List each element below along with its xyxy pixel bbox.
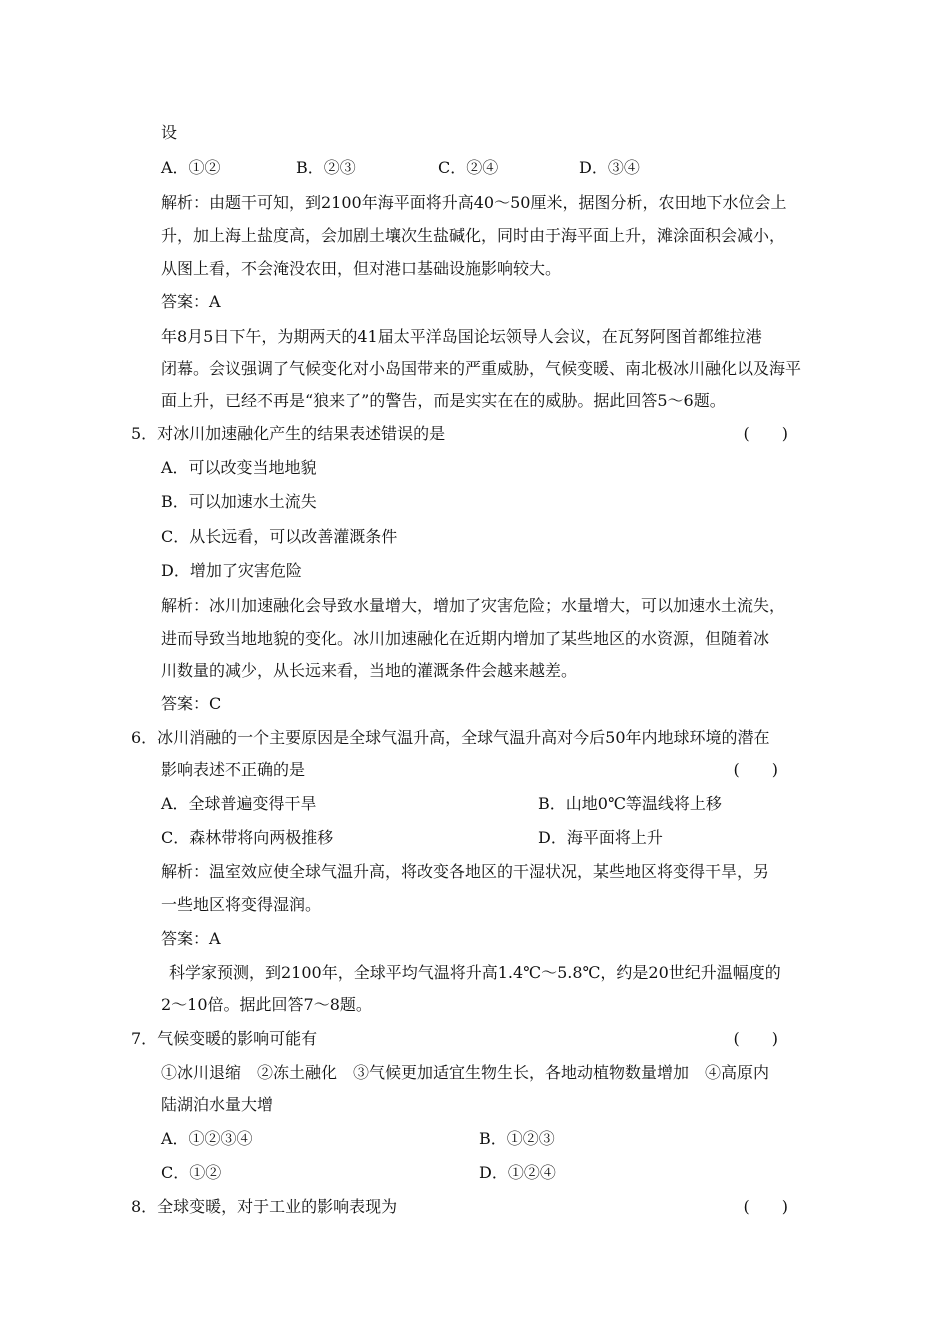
- prev-analysis-line: 从图上看，不会淹没农田，但对港口基础设施影响较大。: [161, 259, 562, 278]
- prev-question-tail: 设: [161, 123, 178, 142]
- answer-blank: ( ): [733, 760, 778, 779]
- q5-option-d: D．增加了灾害危险: [161, 561, 302, 580]
- q6-option-d: D．海平面将上升: [538, 828, 663, 847]
- q5-analysis-line: 进而导致当地地貌的变化。冰川加速融化在近期内增加了某些地区的水资源，但随着冰: [161, 629, 770, 648]
- q5-option-c: C．从长远看，可以改善灌溉条件: [161, 527, 398, 546]
- q6-option-c: C．森林带将向两极推移: [161, 828, 334, 847]
- q5-analysis-line: 川数量的减少，从长远来看，当地的灌溉条件会越来越差。: [161, 661, 578, 680]
- prev-analysis-line: 升，加上海上盐度高，会加剧土壤次生盐碱化，同时由于海平面上升，滩涂面积会减小，: [161, 226, 786, 245]
- question-6-stem: 影响表述不正确的是: [161, 760, 306, 779]
- q7-items-line: 陆湖泊水量大增: [161, 1095, 274, 1114]
- question-8-stem: 8．全球变暖，对于工业的影响表现为: [131, 1197, 398, 1216]
- answer-blank: ( ): [743, 424, 788, 443]
- question-7-stem: 7．气候变暖的影响可能有: [131, 1029, 318, 1048]
- q7-option-d: D．①②④: [479, 1163, 556, 1182]
- question-5-stem: 5．对冰川加速融化产生的结果表述错误的是: [131, 424, 446, 443]
- q7-option-c: C．①②: [161, 1163, 222, 1182]
- intro-paragraph-line: 科学家预测，到2100年，全球平均气温将升高1.4℃～5.8℃，约是20世纪升温幅度的: [169, 963, 781, 982]
- q6-analysis-line: 一些地区将变得湿润。: [161, 895, 322, 914]
- prev-option-d: D．③④: [579, 158, 640, 177]
- intro-paragraph-line: 面上升，已经不再是“狼来了”的警告，而是实实在在的威胁。据此回答5～6题。: [161, 391, 726, 410]
- prev-option-b: B．②③: [296, 158, 356, 177]
- q5-answer: 答案：C: [161, 694, 222, 713]
- prev-option-c: C．②④: [438, 158, 499, 177]
- q6-option-a: A．全球普遍变得干旱: [161, 794, 317, 813]
- q6-analysis-line: 解析：温室效应使全球气温升高，将改变各地区的干湿状况，某些地区将变得干旱，另: [161, 862, 770, 881]
- q7-option-a: A．①②③④: [161, 1129, 253, 1148]
- answer-blank: ( ): [733, 1029, 778, 1048]
- intro-paragraph-line: 2～10倍。据此回答7～8题。: [161, 995, 372, 1014]
- q5-option-b: B．可以加速水土流失: [161, 492, 317, 511]
- q7-option-b: B．①②③: [479, 1129, 555, 1148]
- q6-option-b: B．山地0℃等温线将上移: [538, 794, 722, 813]
- prev-analysis-line: 解析：由题干可知，到2100年海平面将升高40～50厘米，据图分析，农田地下水位会上: [161, 193, 787, 212]
- q5-analysis-line: 解析：冰川加速融化会导致水量增大，增加了灾害危险；水量增大，可以加速水土流失，: [161, 596, 786, 615]
- intro-paragraph-line: 年8月5日下午，为期两天的41届太平洋岛国论坛领导人会议，在瓦努阿图首都维拉港: [161, 327, 762, 346]
- intro-paragraph-line: 闭幕。会议强调了气候变化对小岛国带来的严重威胁，气候变暖、南北极冰川融化以及海平: [161, 359, 802, 378]
- answer-blank: ( ): [743, 1197, 788, 1216]
- question-6-stem: 6．冰川消融的一个主要原因是全球气温升高，全球气温升高对今后50年内地球环境的潜在: [131, 728, 770, 747]
- q6-answer: 答案：A: [161, 929, 221, 948]
- q5-option-a: A．可以改变当地地貌: [161, 458, 317, 477]
- prev-option-a: A．①②: [161, 158, 221, 177]
- q7-items-line: ①冰川退缩 ②冻土融化 ③气候更加适宜生物生长，各地动植物数量增加 ④高原内: [161, 1063, 770, 1082]
- prev-answer: 答案：A: [161, 292, 221, 311]
